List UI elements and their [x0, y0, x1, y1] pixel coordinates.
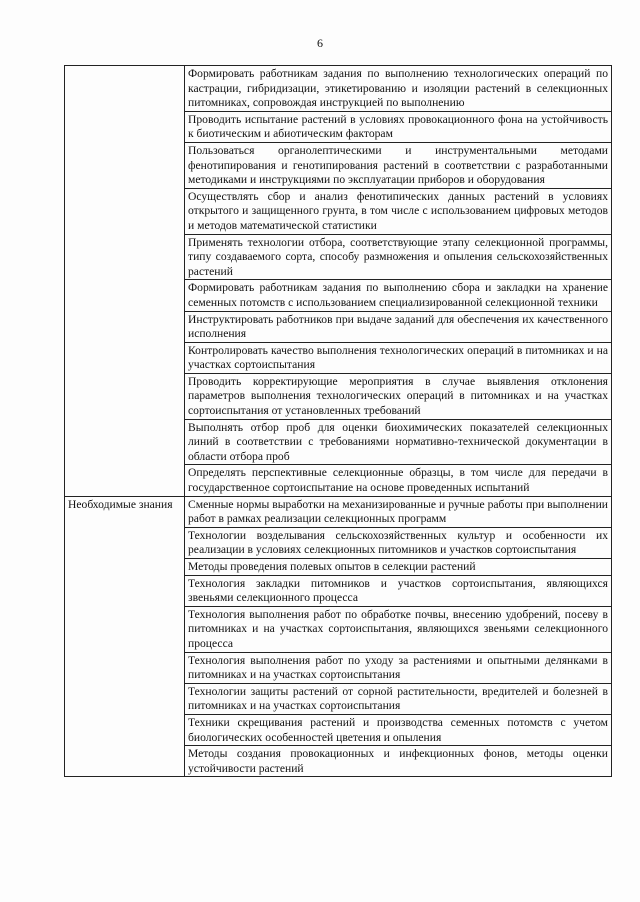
requirement-text: Технологии защиты растений от сорной растительности, вредителей и болезней в питомниках и на участках сортоиспытания: [185, 683, 612, 714]
requirement-text: Применять технологии отбора, соответствующие этапу селекционной программы, типу создаваемого сорта, способу размножения и опыления сельскохозяйственных растений: [185, 234, 612, 280]
section-label: [65, 66, 185, 497]
requirement-text: Проводить корректирующие мероприятия в случае выявления отклонения параметров выполнения технологических операций в питомниках и на участках сортоиспытания от установленных требований: [185, 373, 612, 419]
table-row: [65, 66, 612, 112]
requirement-text: Выполнять отбор проб для оценки биохимических показателей селекционных линий в соответствии с требованиями нормативно-технической документации в области отбора проб: [185, 419, 612, 465]
requirement-text: Формировать работникам задания по выполнению технологических операций по кастрации, гибридизации, этикетированию и изоляции растений в селекционных питомниках, сопровождая инструкцией по выполнению: [185, 66, 612, 112]
requirement-text: Пользоваться органолептическими и инструментальными методами фенотипирования и генотипирования растений в соответствии с разработанными методиками и инструкциями по эксплуатации приборов и оборудования: [185, 142, 612, 188]
requirement-text: Инструктировать работников при выдаче заданий для обеспечения их качественного исполнения: [185, 311, 612, 342]
table-body: [65, 66, 612, 777]
table-row: [65, 496, 612, 527]
competency-table: [64, 65, 612, 777]
requirement-text: Контролировать качество выполнения технологических операций в питомниках и на участках сортоиспытания: [185, 342, 612, 373]
requirement-text: Формировать работникам задания по выполнению сбора и закладки на хранение семенных потомств с использованием специализированной селекционной техники: [185, 280, 612, 311]
requirement-text: Осуществлять сбор и анализ фенотипических данных растений в условиях открытого и защищенного грунта, в том числе с использованием цифровых методов и методов математической статистики: [185, 188, 612, 234]
requirement-text: Методы создания провокационных и инфекционных фонов, методы оценки устойчивости растений: [185, 746, 612, 777]
requirement-text: Техники скрещивания растений и производства семенных потомств с учетом биологических особенностей цветения и опыления: [185, 714, 612, 745]
requirement-text: Технология выполнения работ по уходу за растениями и опытными делянками в питомниках и на участках сортоиспытания: [185, 652, 612, 683]
requirement-text: Сменные нормы выработки на механизированные и ручные работы при выполнении работ в рамках реализации селекционных программ: [185, 496, 612, 527]
requirement-text: Методы проведения полевых опытов в селекции растений: [185, 559, 612, 576]
requirement-text: Технологии возделывания сельскохозяйственных культур и особенности их реализации в условиях селекционных питомников и участков сортоиспытания: [185, 527, 612, 558]
requirement-text: Технология выполнения работ по обработке почвы, внесению удобрений, посеву в питомниках и на участках сортоиспытания, являющихся звеньями селекционного процесса: [185, 606, 612, 652]
page-number: 6: [317, 36, 323, 50]
section-label: Необходимые знания: [65, 496, 185, 777]
requirement-text: Определять перспективные селекционные образцы, в том числе для передачи в государственное сортоиспытание на основе проведенных испытаний: [185, 465, 612, 496]
requirement-text: Проводить испытание растений в условиях провокационного фона на устойчивость к биотическим и абиотическим факторам: [185, 111, 612, 142]
requirement-text: Технология закладки питомников и участков сортоиспытания, являющихся звеньями селекционного процесса: [185, 575, 612, 606]
